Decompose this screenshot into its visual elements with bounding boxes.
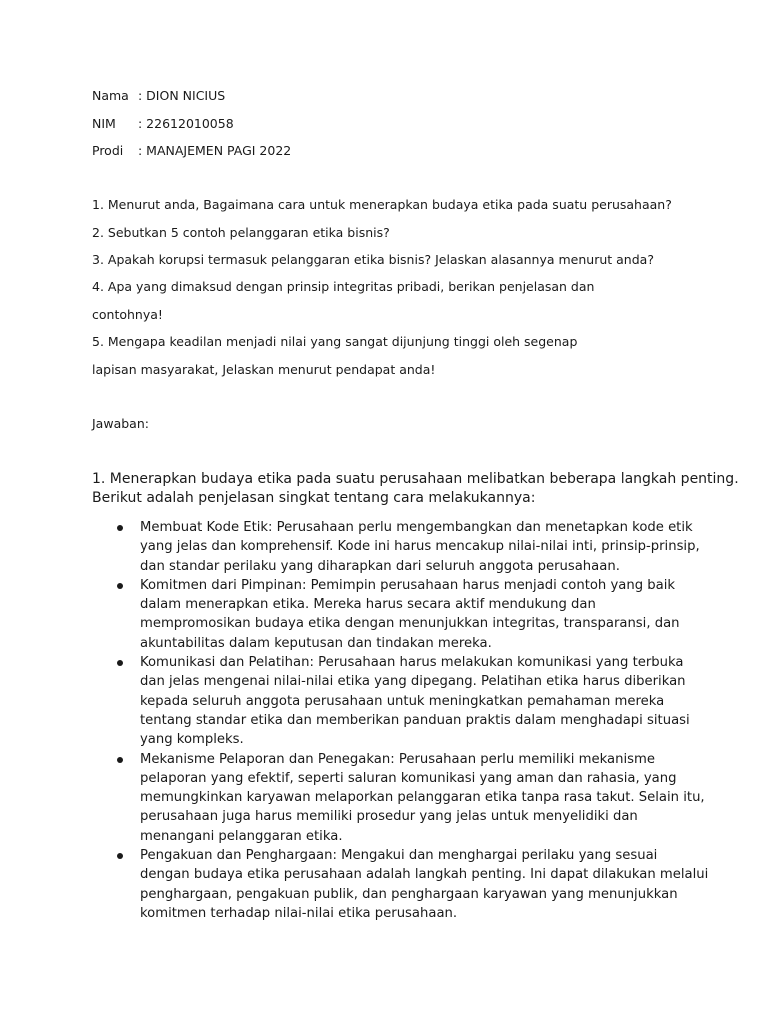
bullet-item-kode-etik — [0, 518, 768, 576]
bullet-item-komitmen — [0, 576, 768, 653]
bullet-line: perusahaan juga harus memiliki prosedur yang jelas untuk menyelidiki dan — [140, 809, 638, 825]
intro-line: Berikut adalah penjelasan singkat tentang cara melakukannya: — [92, 490, 536, 507]
bullet-line: dengan budaya etika perusahaan adalah langkah penting. Ini dapat dilakukan melalui — [140, 867, 709, 883]
bullet-line: dalam menerapkan etika. Mereka harus secara aktif mendukung dan — [140, 597, 596, 613]
prodi-label: Prodi — [92, 143, 124, 158]
question-line: lapisan masyarakat, Jelaskan menurut pendapat anda! — [92, 362, 436, 377]
bullet-line: kepada seluruh anggota perusahaan untuk meningkatkan pemahaman mereka — [140, 693, 665, 709]
bullet-line: dan standar perilaku yang diharapkan dari seluruh anggota perusahaan. — [140, 558, 620, 574]
name-label: Nama — [92, 88, 129, 103]
bullet-line: komitmen terhadap nilai-nilai etika perusahaan. — [140, 905, 458, 921]
bullet-line: Mekanisme Pelaporan dan Penegakan: Perusahaan perlu memiliki mekanisme — [140, 751, 655, 767]
bullet-line: mempromosikan budaya etika dengan menunjukkan integritas, transparansi, dan — [140, 616, 680, 632]
question-line: 1. Menurut anda, Bagaimana cara untuk menerapkan budaya etika pada suatu perusahaan? — [92, 197, 672, 212]
bullet-line: penghargaan, pengakuan publik, dan penghargaan karyawan yang menunjukkan — [140, 886, 678, 902]
nim-label: NIM — [92, 116, 116, 131]
question-line: contohnya! — [92, 307, 163, 322]
name-value: : DION NICIUS — [138, 88, 226, 103]
answer-heading: Jawaban: — [92, 416, 149, 431]
bullet-icon — [117, 525, 123, 531]
bullet-icon — [117, 660, 123, 666]
bullet-line: Komitmen dari Pimpinan: Pemimpin perusahaan harus menjadi contoh yang baik — [140, 577, 676, 593]
bullet-item-komunikasi — [0, 653, 768, 749]
bullet-line: akuntabilitas dalam keputusan dan tindakan mereka. — [140, 635, 492, 651]
bullet-icon — [117, 757, 123, 763]
bullet-line: Komunikasi dan Pelatihan: Perusahaan harus melakukan komunikasi yang terbuka — [140, 655, 684, 671]
question-line: 3. Apakah korupsi termasuk pelanggaran etika bisnis? Jelaskan alasannya menurut anda? — [92, 252, 654, 267]
bullet-line: dan jelas mengenai nilai-nilai etika yang dipegang. Pelatihan etika harus diberikan — [140, 674, 686, 690]
nim-value: : 22612010058 — [138, 116, 234, 131]
bullet-line: yang jelas dan komprehensif. Kode ini harus mencakup nilai-nilai inti, prinsip-prinsip, — [140, 539, 700, 555]
answer-intro — [92, 470, 739, 509]
question-line: 5. Mengapa keadilan menjadi nilai yang sangat dijunjung tinggi oleh segenap — [92, 334, 578, 349]
bullet-item-penghargaan — [0, 846, 768, 923]
bullet-icon — [117, 583, 123, 589]
answer-bullet-list — [0, 518, 768, 923]
prodi-value: : MANAJEMEN PAGI 2022 — [138, 143, 292, 158]
bullet-line: memungkinkan karyawan melaporkan pelanggaran etika tanpa rasa takut. Selain itu, — [140, 790, 705, 806]
bullet-line: tentang standar etika dan memberikan panduan praktis dalam menghadapi situasi — [140, 712, 690, 728]
question-line: 2. Sebutkan 5 contoh pelanggaran etika bisnis? — [92, 225, 390, 240]
bullet-line: pelaporan yang efektif, seperti saluran komunikasi yang aman dan rahasia, yang — [140, 770, 677, 786]
bullet-icon — [117, 853, 123, 859]
intro-line: 1. Menerapkan budaya etika pada suatu perusahaan melibatkan beberapa langkah penting. — [92, 471, 739, 487]
bullet-line: menangani pelanggaran etika. — [140, 828, 343, 844]
bullet-line: Membuat Kode Etik: Perusahaan perlu mengembangkan dan menetapkan kode etik — [140, 520, 693, 535]
bullet-line: Pengakuan dan Penghargaan: Mengakui dan menghargai perilaku yang sesuai — [140, 848, 658, 864]
question-line: 4. Apa yang dimaksud dengan prinsip integritas pribadi, berikan penjelasan dan — [92, 279, 595, 294]
bullet-line: yang kompleks. — [140, 732, 244, 748]
bullet-item-pelaporan — [0, 750, 768, 846]
